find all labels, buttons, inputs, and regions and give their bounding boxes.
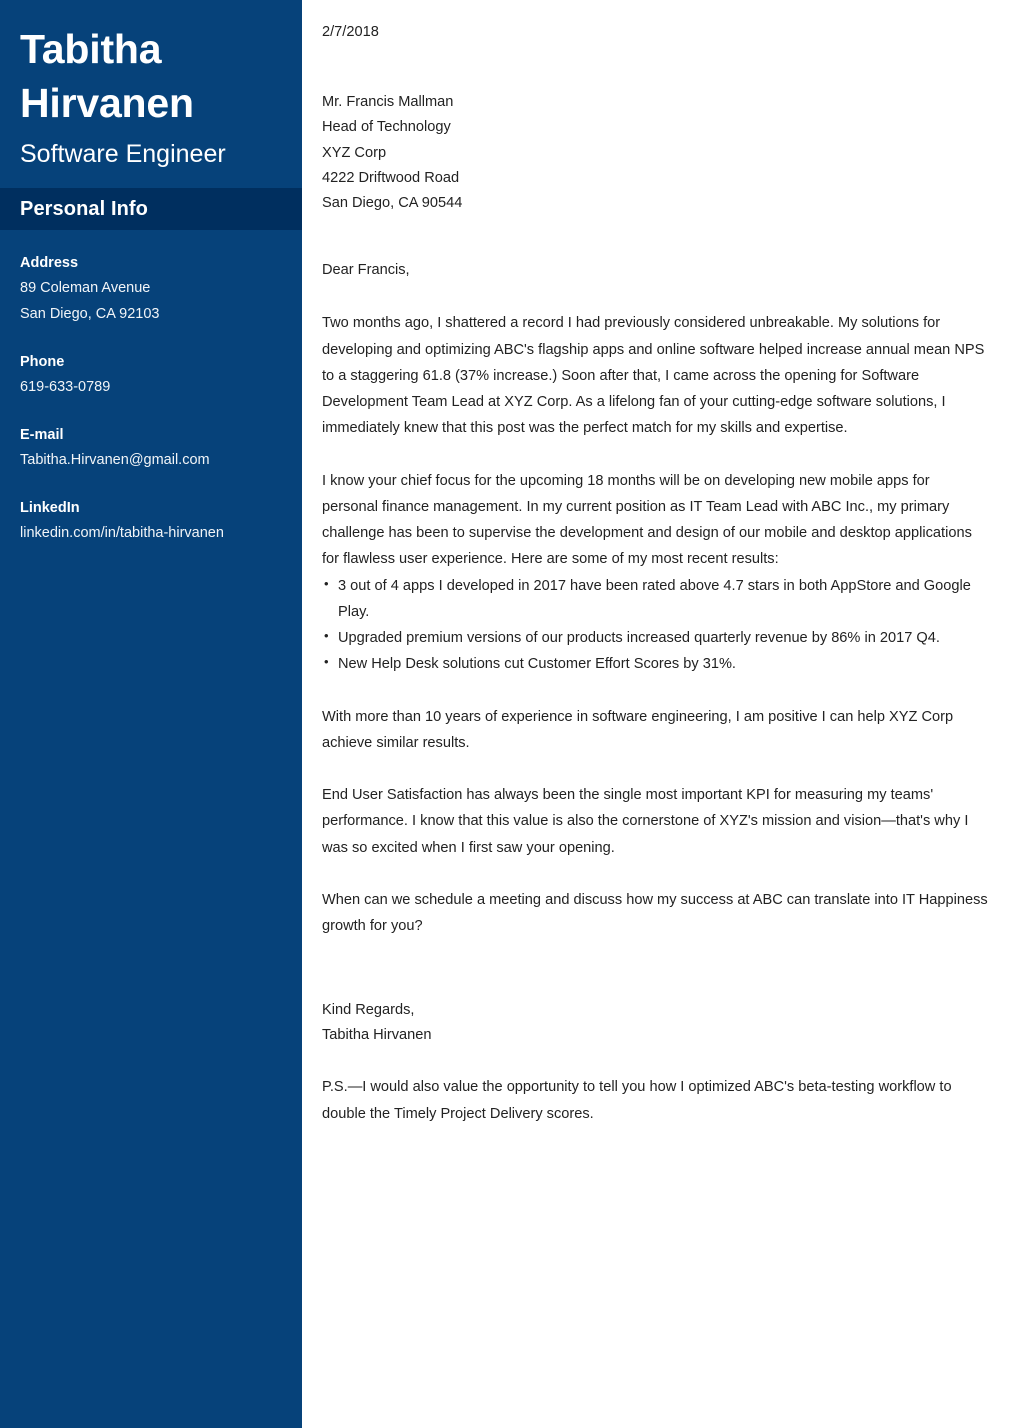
contact-label-email: E-mail [20,426,64,443]
paragraph-5: When can we schedule a meeting and discuss how my success at ABC can translate into IT Happiness growth for you? [322,892,988,935]
list-item: • Upgraded premium versions of our products increased quarterly revenue by 86% in 2017 Q4. [322,625,989,651]
contact-label-address: Address [20,255,79,272]
recipient-street: 4222 Driftwood Road [322,170,460,187]
letter-date: 2/7/2018 [322,24,379,40]
personal-info-title: Personal Info [20,197,148,220]
recipient-title: Head of Technology [322,119,451,136]
contact-label-linkedin: LinkedIn [20,499,80,516]
sidebar [0,0,302,1428]
contact-list [0,230,302,547]
salutation: Dear Francis, [322,261,410,278]
paragraph-1: Two months ago, I shattered a record I had previously considered unbreakable. My solutions for developing and optimizing ABC's flagship apps and online software helped increase annual mean NPS to a staggering 61.8 (37% increase.) Soon after that, I came across the opening for Software Development Team Lead at XYZ Corp. As a lifelong fan of your cutting-edge software solutions, I immediately knew that this post was the perfect match for my skills and expertise. [322,315,985,437]
recipient-company: XYZ Corp [322,144,387,161]
results-list [322,573,989,678]
contact-value-address-line-1: 89 Coleman Avenue [20,280,151,297]
contact-value-linkedin[interactable]: linkedin.com/in/tabitha-hirvanen [20,525,224,542]
letter-body [322,0,989,1127]
paragraph-2: I know your chief focus for the upcoming 18 months will be on developing new mobile apps for personal finance management. In my current position as IT Team Lead with ABC Inc., my primary challenge has been to supervise the development and design of our mobile and desktop applications for flawless user experience. Here are some of my most recent results: [322,472,972,568]
paragraph-4: End User Satisfaction has always been the single most important KPI for measuring my teams' performance. I know that this value is also the cornerstone of XYZ's mission and vision—that's why I was so excited when I first saw your opening. [322,787,969,856]
contact-group-address [20,252,282,328]
candidate-name: Tabitha Hirvanen [20,26,194,127]
signature-name: Tabitha Hirvanen [322,1026,432,1043]
contact-value-email[interactable]: Tabitha.Hirvanen@gmail.com [20,452,210,469]
contact-value-address-line-2: San Diego, CA 92103 [20,306,160,323]
recipient-name: Mr. Francis Mallman [322,93,454,110]
list-item: • 3 out of 4 apps I developed in 2017 have been rated above 4.7 stars in both AppStore and Google Play. [322,573,989,626]
closing-phrase: Kind Regards, [322,1001,415,1018]
postscript: P.S.—I would also value the opportunity to tell you how I optimized ABC's beta-testing workflow to double the Timely Project Delivery scores. [322,1079,952,1122]
contact-label-phone: Phone [20,354,65,370]
candidate-job-title: Software Engineer [20,140,226,169]
contact-value-phone[interactable]: 619-633-0789 [20,379,111,396]
recipient-city-state-zip: San Diego, CA 90544 [322,195,463,212]
recipient-address-block [322,90,989,217]
personal-info-section-header [0,188,302,230]
paragraph-3: With more than 10 years of experience in software engineering, I am positive I can help XYZ Corp achieve similar results. [322,708,954,751]
signoff-block [322,998,989,1049]
list-item: • New Help Desk solutions cut Customer Effort Scores by 31%. [322,651,989,677]
contact-group-linkedin [20,497,282,547]
contact-group-phone [20,351,282,401]
contact-group-email [20,424,282,474]
name-block [0,0,302,169]
